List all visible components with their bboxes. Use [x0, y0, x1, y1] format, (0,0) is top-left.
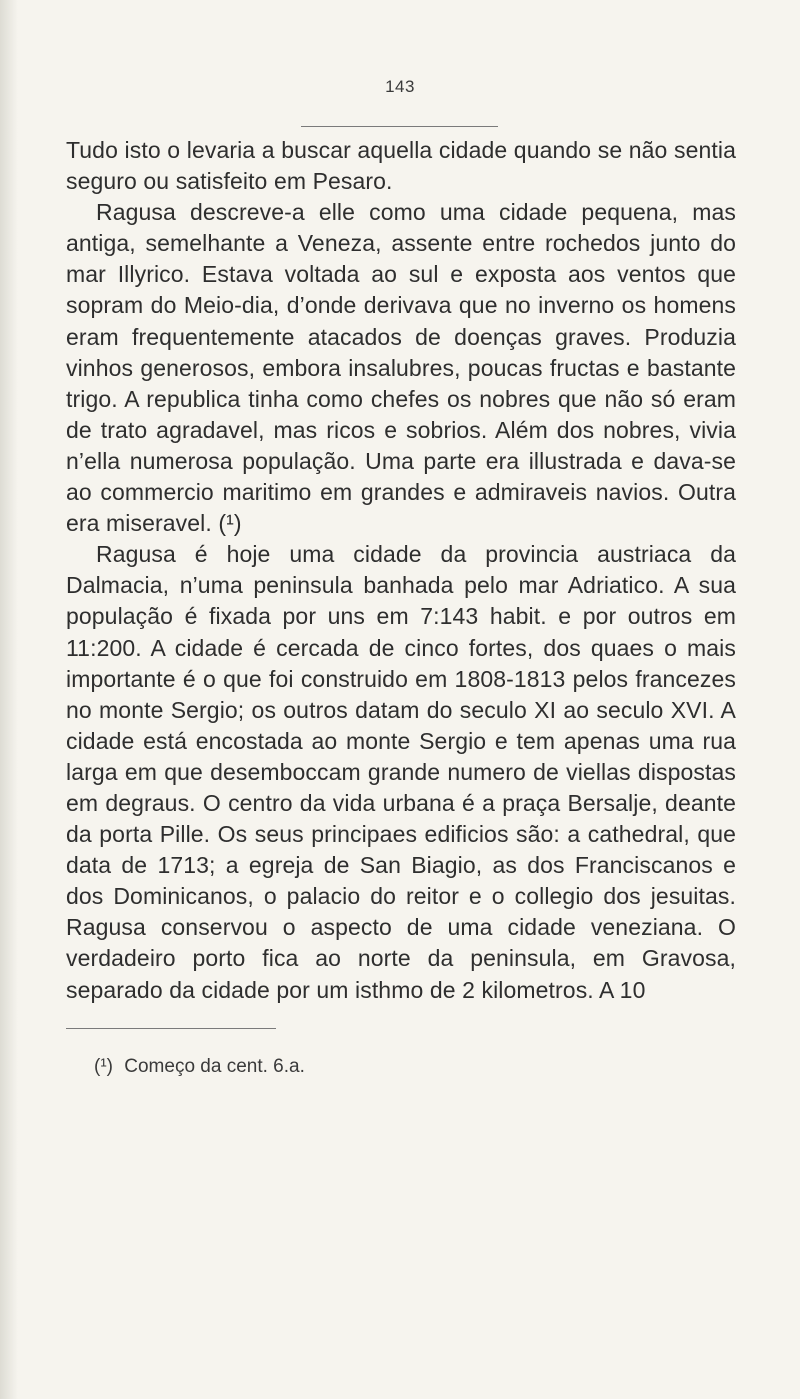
paragraph-2: Ragusa descreve-a elle como uma cidade pequena, mas antiga, semelhante a Veneza, assente entre rochedos junto do mar Illyrico. Estava voltada ao sul e exposta aos ventos que sopram do Meio-dia, d’onde derivava que no inverno os homens eram frequentemente atacados de doenças graves. Produzia vinhos generosos, embora insalubres, poucas fructas e bastante trigo. A republica tinha como chefes os nobres que não só eram de trato agradavel, mas ricos e sobrios. Além dos nobres, vivia n’ella numerosa população. Uma parte era illustrada e dava-se ao commercio maritimo em grandes e admiraveis navios. Outra era miseravel. (¹) [66, 199, 736, 537]
page-number: 143 [385, 77, 415, 96]
footnote-mark: (¹) [94, 1056, 113, 1077]
paragraph-3: Ragusa é hoje uma cidade da provincia austriaca da Dalmacia, n’uma peninsula banhada pelo mar Adriatico. A sua população é fixada por uns em 7:143 habit. e por outros em 11:200. A cidade é cercada de cinco fortes, dos quaes o mais importante é o que foi construido em 1808-1813 pelos francezes no monte Sergio; os outros datam do seculo XI ao seculo XVI. A cidade está encostada ao monte Sergio e tem apenas uma rua larga em que desemboccam grande numero de viellas dispostas em degraus. O centro da vida urbana é a praça Bersalje, deante da porta Pille. Os seus principaes edificios são: a cathedral, que data de 1713; a egreja de San Biagio, as dos Franciscanos e dos Dominicanos, o palacio do reitor e o collegio dos jesuitas. Ragusa conservou o aspecto de uma cidade veneziana. O verdadeiro porto fica ao norte da peninsula, em Gravosa, separado da cidade por um isthmo de 2 kilometros. A 10 [66, 541, 736, 1003]
paragraph-1: Tudo isto o levaria a buscar aquella cidade quando se não sentia seguro ou satisfeito em Pesaro. [66, 137, 736, 195]
footnote-rule [66, 1028, 276, 1029]
body-text [66, 135, 736, 1006]
footnote-text: Começo da cent. 6.a. [124, 1056, 305, 1077]
page-edge-shadow [0, 0, 18, 1399]
header-rule [301, 126, 498, 127]
footnote [94, 1056, 305, 1078]
